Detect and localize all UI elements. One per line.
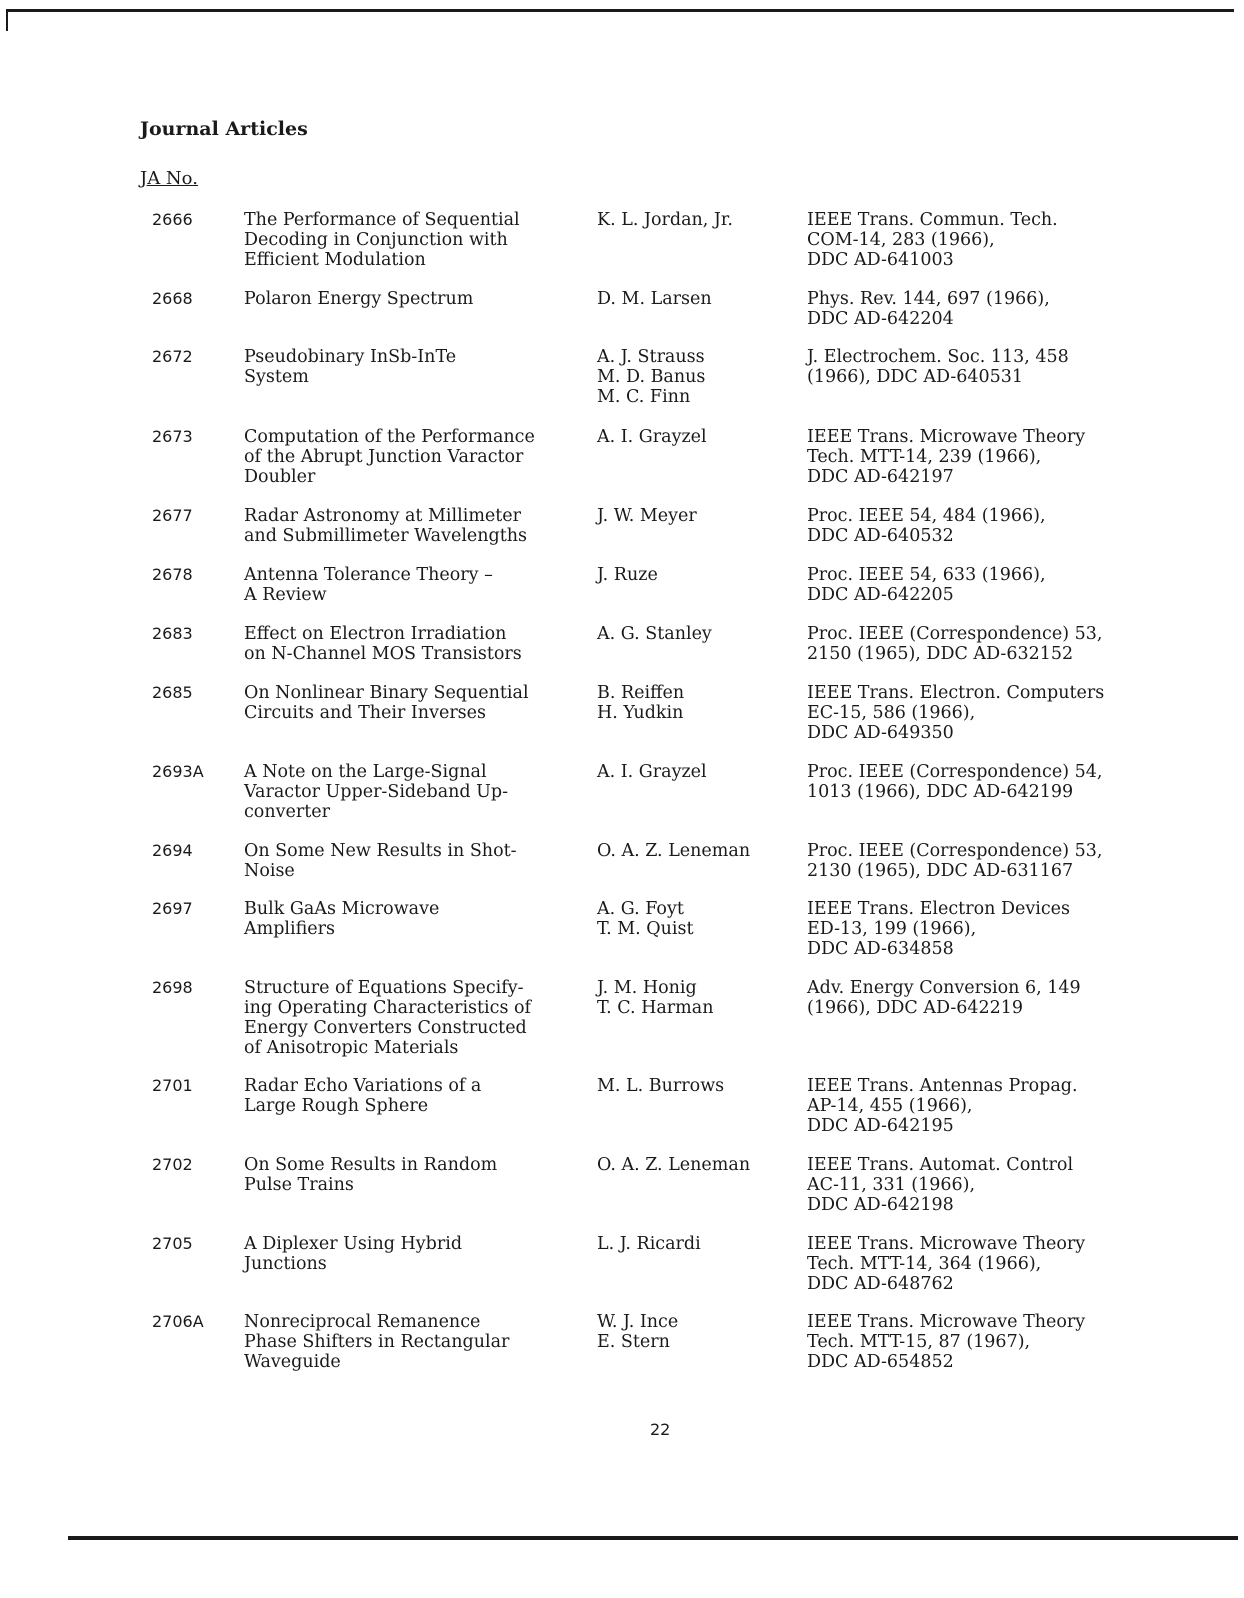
ja-number: 2685 — [152, 683, 193, 702]
article-title: Nonreciprocal Remanence Phase Shifters in Rectangular Waveguide — [244, 1312, 510, 1372]
ja-number: 2683 — [152, 624, 193, 643]
article-authors: A. I. Grayzel — [597, 762, 707, 782]
ja-number: 2668 — [152, 289, 193, 308]
article-authors: O. A. Z. Leneman — [597, 841, 751, 861]
page-number: 22 — [650, 1420, 671, 1439]
article-citation: Phys. Rev. 144, 697 (1966), DDC AD-642204 — [807, 289, 1050, 329]
article-row — [152, 762, 1222, 841]
ja-number: 2694 — [152, 841, 193, 860]
article-citation: Proc. IEEE (Correspondence) 53, 2150 (1965), DDC AD-632152 — [807, 624, 1103, 664]
article-citation: IEEE Trans. Antennas Propag. AP-14, 455 (1966), DDC AD-642195 — [807, 1076, 1078, 1136]
article-citation: IEEE Trans. Microwave Theory Tech. MTT-14, 239 (1966), DDC AD-642197 — [807, 427, 1086, 487]
article-title: Pseudobinary InSb-InTe System — [244, 347, 457, 387]
ja-number: 2693A — [152, 762, 204, 781]
article-title: On Nonlinear Binary Sequential Circuits and Their Inverses — [244, 683, 529, 723]
article-citation: Proc. IEEE (Correspondence) 53, 2130 (1965), DDC AD-631167 — [807, 841, 1103, 881]
article-row — [152, 565, 1222, 624]
article-row — [152, 899, 1222, 978]
article-title: Structure of Equations Specify- ing Operating Characteristics of Energy Converters Constructed of Anisotropic Materials — [244, 978, 532, 1058]
ja-number: 2701 — [152, 1076, 193, 1095]
article-row — [152, 683, 1222, 762]
articles-list — [152, 210, 1222, 1382]
ja-number: 2698 — [152, 978, 193, 997]
article-authors: K. L. Jordan, Jr. — [597, 210, 733, 230]
article-authors: L. J. Ricardi — [597, 1234, 701, 1254]
article-title: A Note on the Large-Signal Varactor Upper-Sideband Up- converter — [244, 762, 509, 822]
article-title: A Diplexer Using Hybrid Junctions — [244, 1234, 463, 1274]
article-row — [152, 624, 1222, 683]
article-citation: IEEE Trans. Electron. Computers EC-15, 586 (1966), DDC AD-649350 — [807, 683, 1105, 743]
article-row — [152, 1312, 1222, 1382]
article-row — [152, 978, 1222, 1076]
article-authors: M. L. Burrows — [597, 1076, 725, 1096]
article-title: The Performance of Sequential Decoding in Conjunction with Efficient Modulation — [244, 210, 520, 270]
article-title: Radar Astronomy at Millimeter and Submillimeter Wavelengths — [244, 506, 528, 546]
article-authors: A. I. Grayzel — [597, 427, 707, 447]
article-authors: W. J. Ince E. Stern — [597, 1312, 679, 1352]
ja-number: 2702 — [152, 1155, 193, 1174]
ja-number: 2672 — [152, 347, 193, 366]
article-title: Bulk GaAs Microwave Amplifiers — [244, 899, 440, 939]
bottom-border-rule — [68, 1536, 1238, 1540]
article-citation: IEEE Trans. Microwave Theory Tech. MTT-15, 87 (1967), DDC AD-654852 — [807, 1312, 1086, 1372]
ja-number: 2706A — [152, 1312, 204, 1331]
article-title: Radar Echo Variations of a Large Rough Sphere — [244, 1076, 482, 1116]
ja-number: 2666 — [152, 210, 193, 229]
article-row — [152, 1076, 1222, 1155]
ja-number: 2677 — [152, 506, 193, 525]
top-border-rule — [6, 9, 1234, 12]
article-authors: O. A. Z. Leneman — [597, 1155, 751, 1175]
section-heading: Journal Articles — [140, 118, 308, 140]
article-authors: J. W. Meyer — [597, 506, 697, 526]
left-corner-mark — [6, 9, 8, 31]
ja-number: 2697 — [152, 899, 193, 918]
article-citation: Proc. IEEE 54, 484 (1966), DDC AD-640532 — [807, 506, 1046, 546]
article-authors: J. Ruze — [597, 565, 658, 585]
article-citation: IEEE Trans. Microwave Theory Tech. MTT-14, 364 (1966), DDC AD-648762 — [807, 1234, 1086, 1294]
ja-number: 2673 — [152, 427, 193, 446]
article-title: Computation of the Performance of the Abrupt Junction Varactor Doubler — [244, 427, 535, 487]
ja-number-column-label: JA No. — [140, 168, 198, 189]
article-row — [152, 289, 1222, 347]
article-citation: Proc. IEEE 54, 633 (1966), DDC AD-642205 — [807, 565, 1046, 605]
article-authors: B. Reiffen H. Yudkin — [597, 683, 685, 723]
article-citation: J. Electrochem. Soc. 113, 458 (1966), DDC AD-640531 — [807, 347, 1069, 387]
article-row — [152, 841, 1222, 899]
article-citation: Adv. Energy Conversion 6, 149 (1966), DDC AD-642219 — [807, 978, 1081, 1018]
article-authors: J. M. Honig T. C. Harman — [597, 978, 714, 1018]
article-citation: IEEE Trans. Electron Devices ED-13, 199 (1966), DDC AD-634858 — [807, 899, 1070, 959]
article-row — [152, 210, 1222, 289]
article-title: Antenna Tolerance Theory – A Review — [244, 565, 493, 605]
article-title: On Some New Results in Shot- Noise — [244, 841, 517, 881]
article-title: Effect on Electron Irradiation on N-Channel MOS Transistors — [244, 624, 522, 664]
ja-number: 2705 — [152, 1234, 193, 1253]
article-row — [152, 1155, 1222, 1234]
article-authors: A. G. Foyt T. M. Quist — [597, 899, 694, 939]
ja-number: 2678 — [152, 565, 193, 584]
article-authors: A. G. Stanley — [597, 624, 712, 644]
article-citation: Proc. IEEE (Correspondence) 54, 1013 (1966), DDC AD-642199 — [807, 762, 1103, 802]
article-title: Polaron Energy Spectrum — [244, 289, 474, 309]
article-authors: D. M. Larsen — [597, 289, 712, 309]
article-title: On Some Results in Random Pulse Trains — [244, 1155, 498, 1195]
article-citation: IEEE Trans. Commun. Tech. COM-14, 283 (1966), DDC AD-641003 — [807, 210, 1058, 270]
article-row — [152, 347, 1222, 427]
article-row — [152, 506, 1222, 565]
article-authors: A. J. Strauss M. D. Banus M. C. Finn — [597, 347, 706, 407]
article-row — [152, 1234, 1222, 1312]
article-citation: IEEE Trans. Automat. Control AC-11, 331 (1966), DDC AD-642198 — [807, 1155, 1074, 1215]
article-row — [152, 427, 1222, 506]
